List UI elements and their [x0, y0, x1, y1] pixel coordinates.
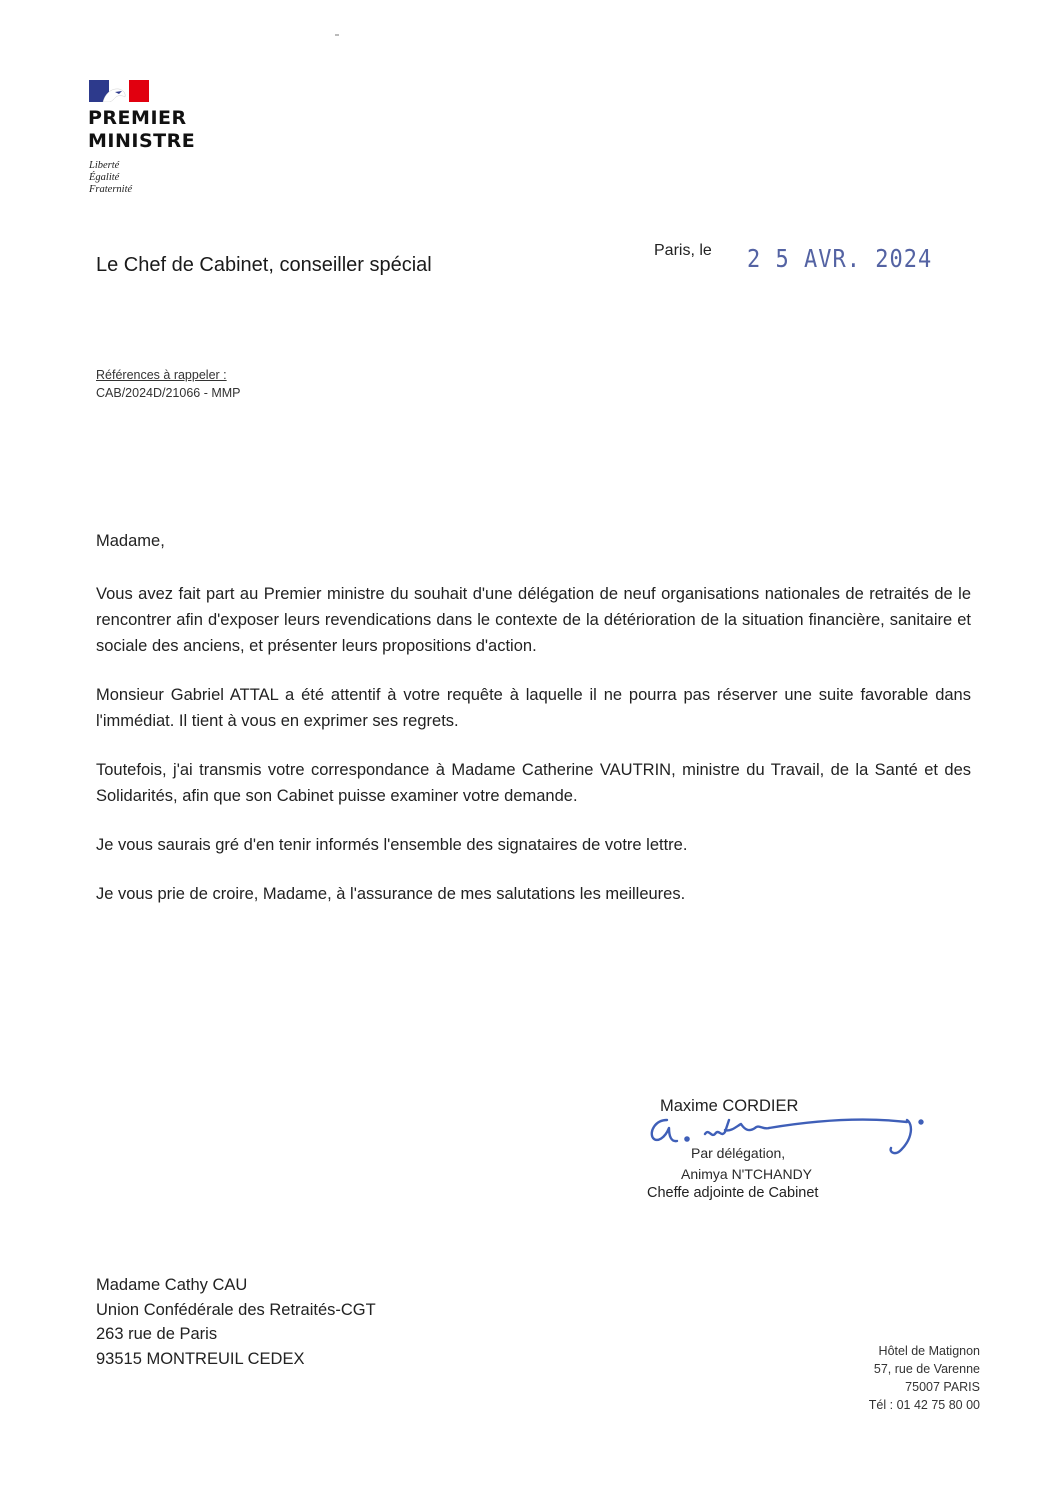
republic-motto	[89, 160, 132, 196]
delegate-name: Animya N'TCHANDY	[681, 1166, 813, 1182]
references-value: CAB/2024D/21066 - MMP	[96, 386, 241, 400]
footer-phone: Tél : 01 42 75 80 00	[868, 1398, 980, 1412]
recipient-organization: Union Confédérale des Retraités-CGT	[96, 1300, 376, 1319]
recipient-city: 93515 MONTREUIL CEDEX	[96, 1349, 305, 1368]
recipient-street: 263 rue de Paris	[96, 1325, 218, 1343]
date-stamp: 2 5 AVR. 2024	[747, 245, 933, 274]
motto-liberte: Liberté	[89, 160, 120, 171]
motto-egalite: Égalité	[89, 172, 120, 183]
brand-name	[88, 107, 195, 153]
sender-title: Le Chef de Cabinet, conseiller spécial	[96, 254, 432, 276]
references-block	[96, 366, 241, 402]
marianne-flag-logo	[89, 80, 149, 102]
signatory-name: Maxime CORDIER	[660, 1097, 799, 1115]
footer-street: 57, rue de Varenne	[873, 1362, 980, 1376]
recipient-name: Madame Cathy CAU	[96, 1276, 248, 1294]
footer-city: 75007 PARIS	[905, 1380, 980, 1394]
delegate-title: Cheffe adjointe de Cabinet	[647, 1185, 819, 1201]
brand-line-2: MINISTRE	[88, 130, 196, 152]
footer-address	[869, 1342, 980, 1414]
brand-line-1: PREMIER	[88, 107, 187, 129]
scan-speck	[335, 34, 339, 36]
paragraph-closing: Je vous prie de croire, Madame, à l'assurance de mes salutations les meilleures.	[96, 885, 686, 903]
paragraph-request: Vous avez fait part au Premier ministre du souhait d'une délégation de neuf organisations nationales de retraités de le rencontrer afin d'exposer leurs revendications dans le contexte de la détérioration de la situation financière, sanitaire et sociale des anciens, et présenter leurs propositions d'action.	[96, 585, 971, 655]
paragraph-transmission: Toutefois, j'ai transmis votre correspondance à Madame Catherine VAUTRIN, ministre du Travail, de la Santé et des Solidarités, afin que son Cabinet puisse examiner votre demande.	[96, 761, 971, 805]
paragraph-response: Monsieur Gabriel ATTAL a été attentif à votre requête à laquelle il ne pourra pas réserver une suite favorable dans l'immédiat. Il tient à vous en exprimer ses regrets.	[96, 686, 971, 730]
motto-fraternite: Fraternité	[89, 184, 133, 195]
letter-body	[96, 528, 971, 930]
references-label: Références à rappeler :	[96, 368, 227, 382]
paragraph-inform: Je vous saurais gré d'en tenir informés l'ensemble des signataires de votre lettre.	[96, 836, 688, 854]
footer-building: Hôtel de Matignon	[878, 1344, 980, 1358]
place-label: Paris, le	[654, 242, 712, 259]
delegation-label: Par délégation,	[691, 1145, 786, 1161]
salutation: Madame,	[96, 532, 165, 550]
delegation-block	[681, 1143, 812, 1185]
recipient-address	[96, 1273, 376, 1371]
